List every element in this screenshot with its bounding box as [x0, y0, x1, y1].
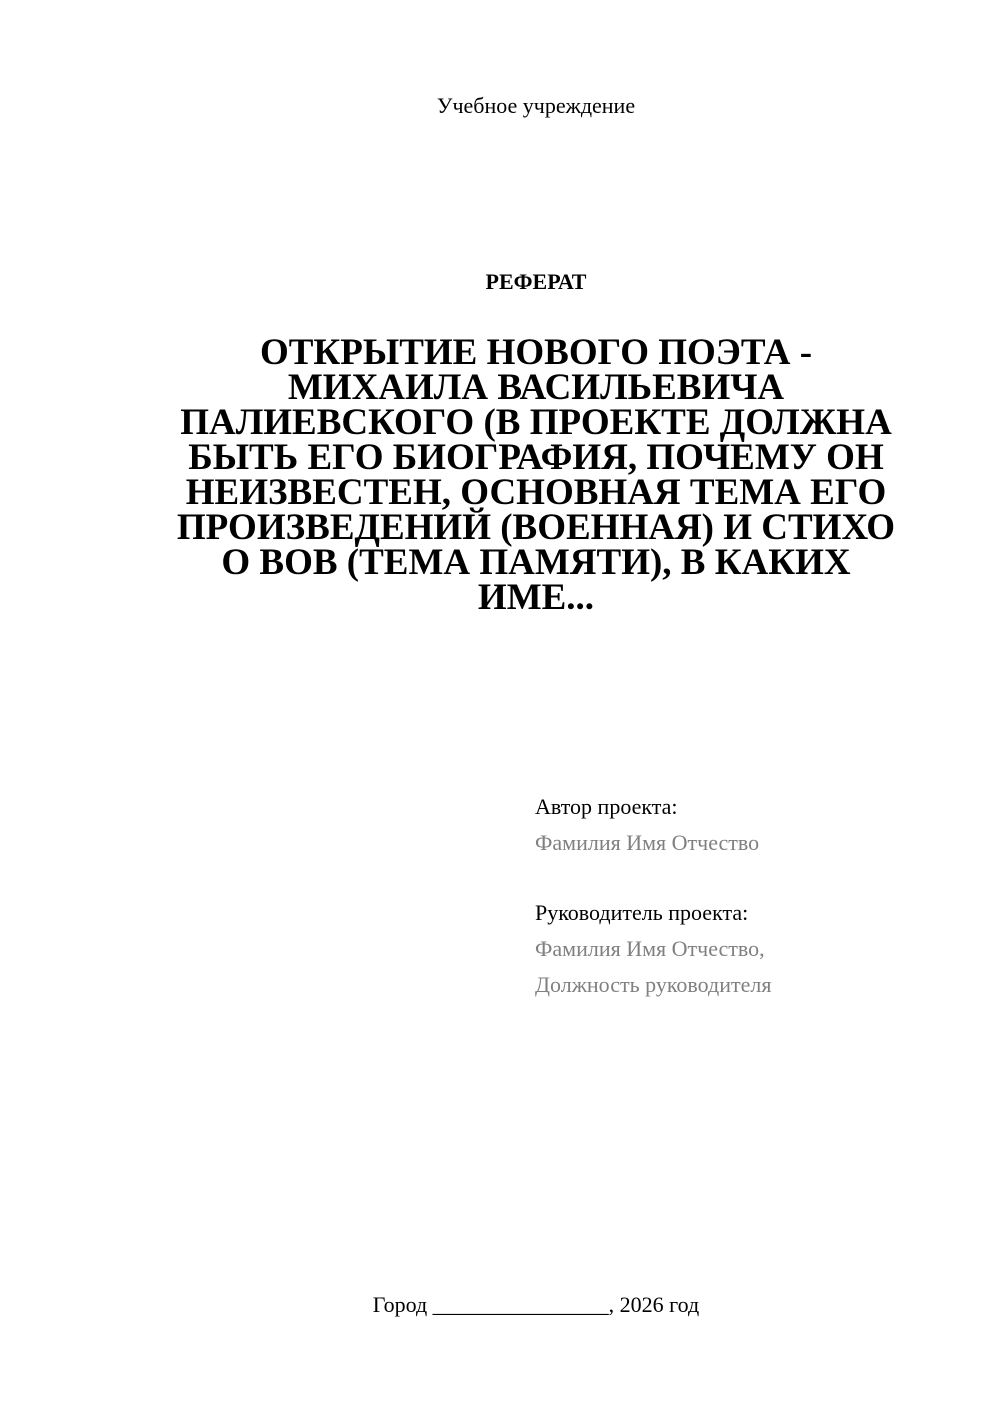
- institution-name: Учебное учреждение: [436, 93, 636, 118]
- supervisor-position-placeholder: Должность руководителя: [535, 972, 772, 997]
- title-line: ИМЕ...: [477, 577, 595, 618]
- title-line: ПРОИЗВЕДЕНИЙ (ВОЕННАЯ) И СТИХО: [176, 507, 896, 548]
- credits-spacer: [535, 861, 975, 895]
- title-line: ОТКРЫТИЕ НОВОГО ПОЭТА -: [259, 332, 813, 373]
- supervisor-name-placeholder: Фамилия Имя Отчество,: [535, 936, 765, 961]
- title-line: НЕИЗВЕСТЕН, ОСНОВНАЯ ТЕМА ЕГО: [185, 472, 887, 513]
- title-line: ПАЛИЕВСКОГО (В ПРОЕКТЕ ДОЛЖНА: [180, 402, 892, 443]
- supervisor-label: Руководитель проекта:: [535, 900, 749, 925]
- author-label: Автор проекта:: [535, 794, 678, 819]
- title-line: МИХАИЛА ВАСИЛЬЕВИЧА: [287, 367, 785, 408]
- document-title: [150, 332, 922, 618]
- credits-block: [535, 789, 975, 1003]
- document-type: РЕФЕРАТ: [485, 269, 587, 294]
- city-year-line: Город ________________, 2026 год: [372, 1292, 700, 1317]
- author-name-placeholder: Фамилия Имя Отчество: [535, 830, 760, 855]
- title-line: БЫТЬ ЕГО БИОГРАФИЯ, ПОЧЕМУ ОН: [188, 437, 884, 478]
- title-line: О ВОВ (ТЕМА ПАМЯТИ), В КАКИХ: [221, 542, 851, 583]
